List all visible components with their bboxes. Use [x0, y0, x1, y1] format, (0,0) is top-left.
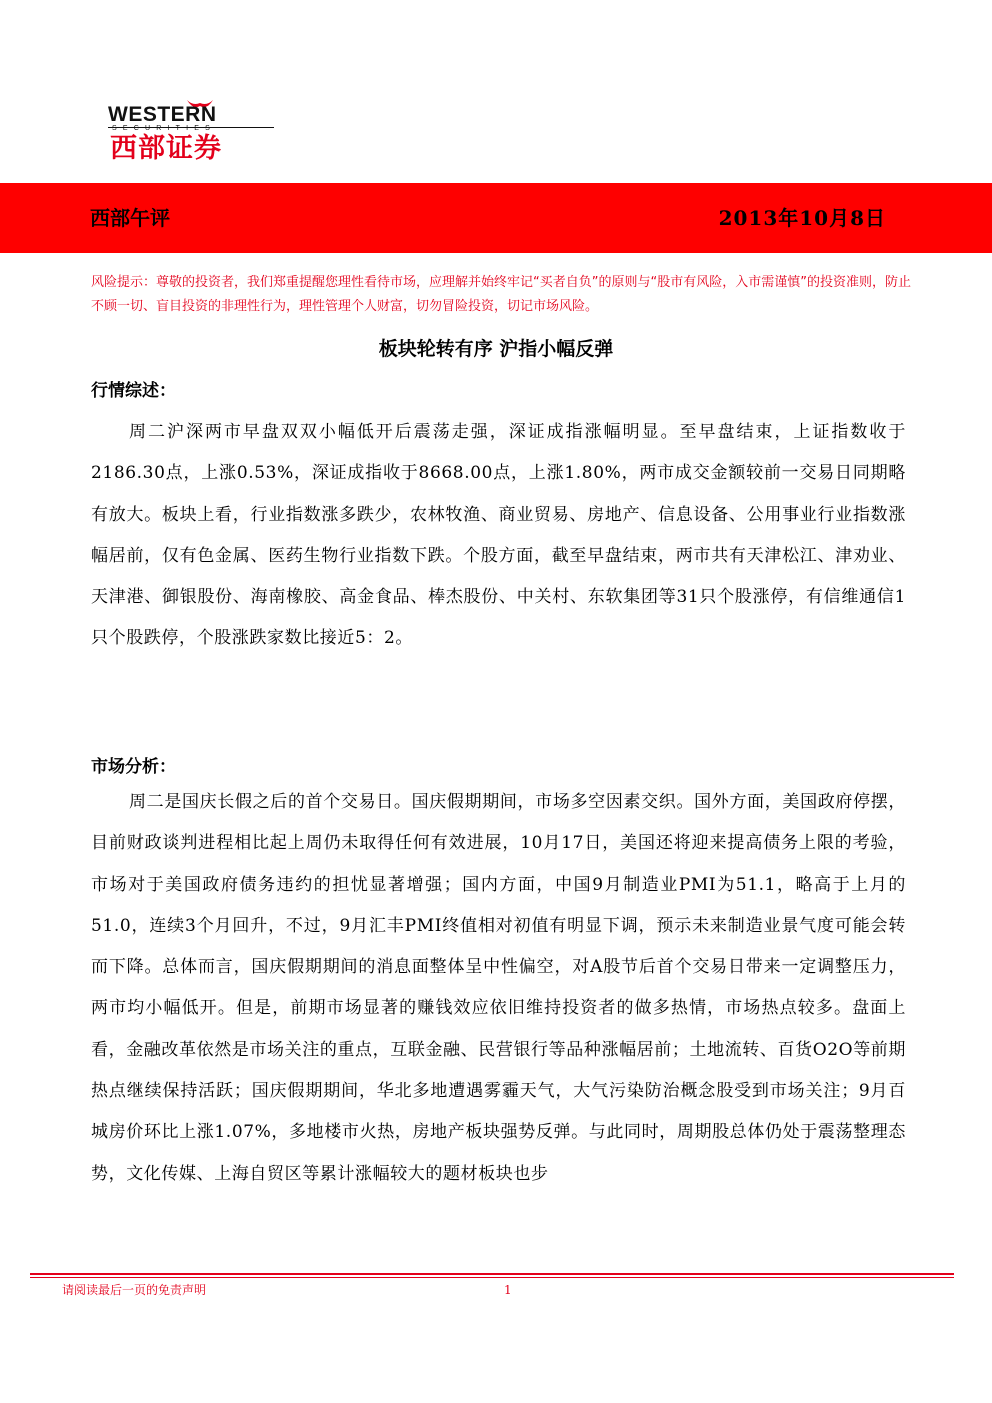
- footer-disclaimer: 请阅读最后一页的免责声明: [62, 1283, 207, 1297]
- footer-rule: [30, 1273, 954, 1275]
- logo-subtitle: SECURITIES: [112, 125, 217, 132]
- logo-chinese-name: 西部证券: [110, 133, 222, 164]
- company-logo: [108, 104, 280, 164]
- footer-rule-thin: [30, 1277, 954, 1278]
- logo-english-name: WESTERN: [108, 103, 217, 126]
- section-heading-market-summary: 行情综述：: [91, 381, 176, 401]
- article-title: 板块轮转有序 沪指小幅反弹: [378, 338, 614, 360]
- section-heading-market-analysis: 市场分析：: [91, 757, 176, 777]
- section-body-market-summary: 周二沪深两市早盘双双小幅低开后震荡走强，深证成指涨幅明显。至早盘结束，上证指数收于2186.30点，上涨0.53%，深证成指收于8668.00点，上涨1.80%，两市成交金额较前一交易日同期略有放大。板块上看，行业指数涨多跌少，农林牧渔、商业贸易、房地产、信息设备、公用事业行业指数涨幅居前，仅有色金属、医药生物行业指数下跌。个股方面，截至早盘结束，两市共有天津松江、津劝业、天津港、御银股份、海南橡胶、高金食品、棒杰股份、中关村、东软集团等31只个股涨停，有信维通信1只个股跌停，个股涨跌家数比接近5：2。: [91, 422, 906, 649]
- page-number: 1: [504, 1283, 512, 1297]
- report-type: 西部午评: [90, 206, 170, 230]
- section-body-market-analysis: 周二是国庆长假之后的首个交易日。国庆假期期间，市场多空因素交织。国外方面，美国政府停摆，目前财政谈判进程相比起上周仍未取得任何有效进展，10月17日，美国还将迎来提高债务上限的考验，市场对于美国政府债务违约的担忧显著增强；国内方面，中国9月制造业PMI为51.1，略高于上月的51.0，连续3个月回升，不过，9月汇丰PMI终值相对初值有明显下调，预示未来制造业景气度可能会转而下降。总体而言，国庆假期期间的消息面整体呈中性偏空，对A股节后首个交易日带来一定调整压力，两市均小幅低开。但是，前期市场显著的赚钱效应依旧维持投资者的做多热情，市场热点较多。盘面上看，金融改革依然是市场关注的重点，互联金融、民营银行等品种涨幅居前；土地流转、百货O2O等前期热点继续保持活跃；国庆假期期间，华北多地遭遇雾霾天气，大气污染防治概念股受到市场关注；9月百城房价环比上涨1.07%，多地楼市火热，房地产板块强势反弹。与此同时，周期股总体仍处于震荡整理态势，文化传媒、上海自贸区等累计涨幅较大的题材板块也步: [91, 792, 906, 1184]
- report-date: 2013年10月8日: [718, 206, 886, 230]
- risk-notice: 风险提示：尊敬的投资者，我们郑重提醒您理性看待市场，应理解并始终牢记“买者自负”的原则与“股市有风险，入市需谨慎”的投资准则，防止不顾一切、盲目投资的非理性行为，理性管理个人财富，切勿冒险投资，切记市场风险。: [91, 275, 911, 314]
